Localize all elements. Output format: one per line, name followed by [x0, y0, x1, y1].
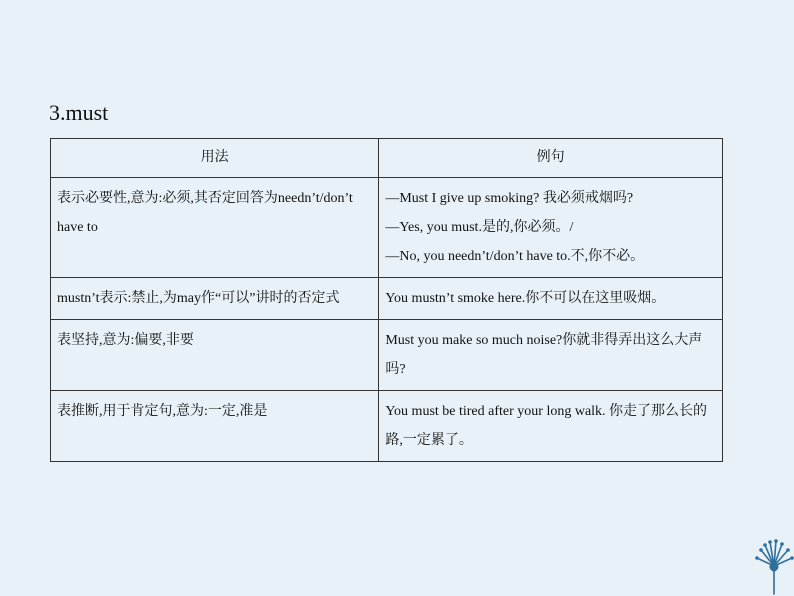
flower-icon — [752, 536, 794, 596]
table-row — [51, 320, 723, 391]
table-row — [51, 178, 723, 278]
usage-cell: mustn’t表示:禁止,为may作“可以”讲时的否定式 — [51, 278, 379, 320]
usage-cell: 表推断,用于肯定句,意为:一定,准是 — [51, 391, 379, 462]
examples-cell — [379, 278, 723, 320]
table-row — [51, 278, 723, 320]
usage-cell: 表示必要性,意为:必须,其否定回答为needn’t/don’t have to — [51, 178, 379, 278]
example-line: You must be tired after your long walk. 你走了那么长的路,一定累了。 — [385, 404, 708, 448]
table-header-row — [51, 139, 723, 178]
example-line: —Yes, you must.是的,你必须。/ — [385, 220, 574, 235]
table-row — [51, 391, 723, 462]
header-examples: 例句 — [379, 139, 723, 178]
header-usage: 用法 — [51, 139, 379, 178]
example-line: —Must I give up smoking? 我必须戒烟吗? — [385, 191, 634, 206]
examples-cell — [379, 391, 723, 462]
section-heading: 3.must — [49, 100, 109, 125]
usage-table — [50, 138, 723, 462]
example-line: —No, you needn’t/don’t have to.不,你不必。 — [385, 249, 645, 264]
example-line: Must you make so much noise?你就非得弄出这么大声吗? — [385, 333, 703, 377]
examples-cell — [379, 178, 723, 278]
usage-cell: 表坚持,意为:偏要,非要 — [51, 320, 379, 391]
example-line: You mustn’t smoke here.你不可以在这里吸烟。 — [385, 291, 666, 306]
examples-cell — [379, 320, 723, 391]
